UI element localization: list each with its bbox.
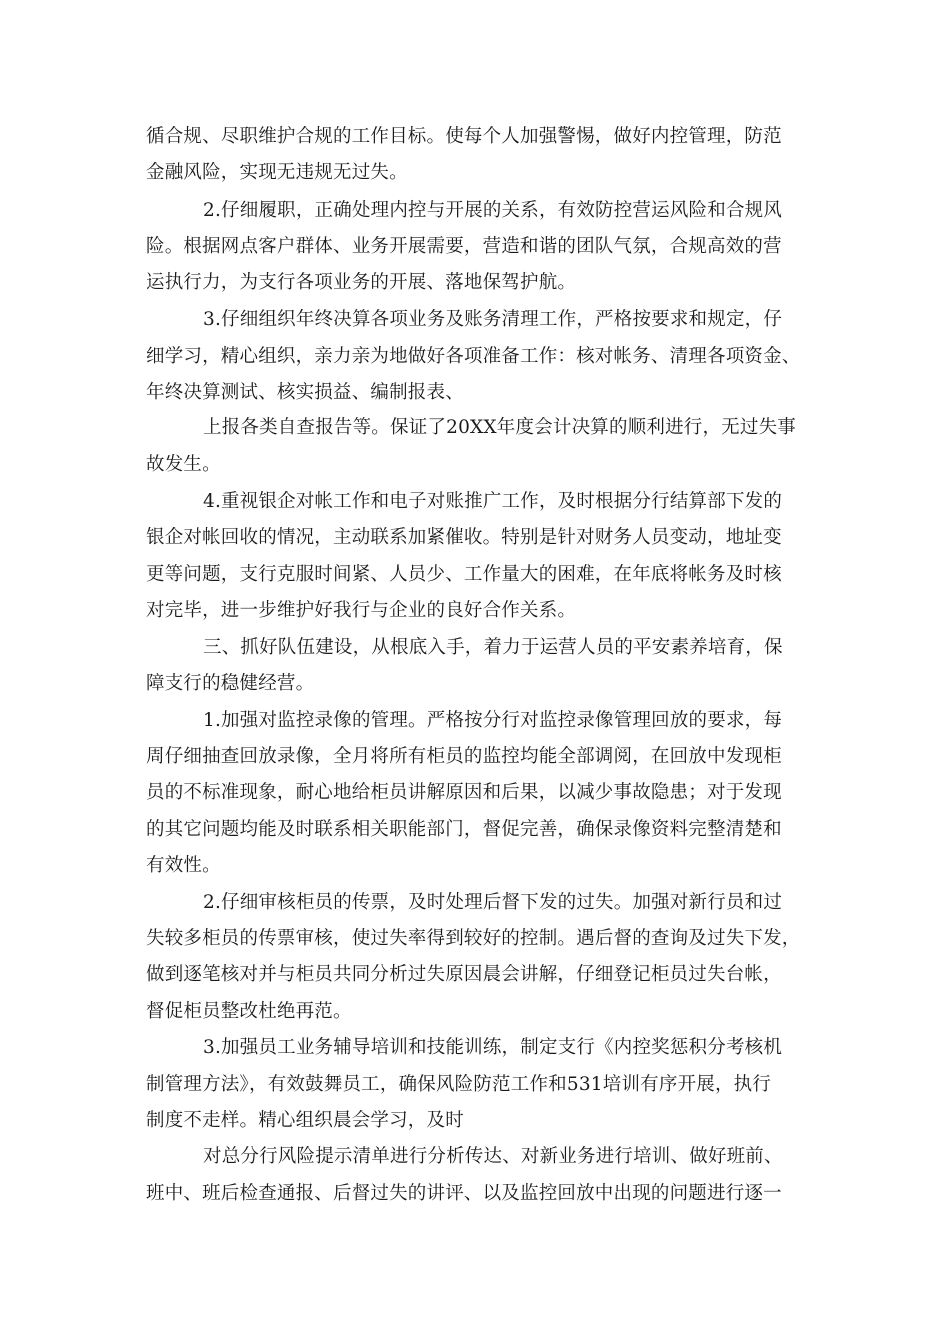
text-line: 年终决算测试、核实损益、编制报表、 — [146, 382, 464, 403]
text-line: 银企对帐回收的情况，主动联系加紧催收。特别是针对财务人员变动，地址变 — [146, 527, 782, 548]
text-line: 故发生。 — [146, 454, 221, 475]
text-line: 对完毕，进一步维护好我行与企业的良好合作关系。 — [146, 600, 577, 621]
text-line: 做到逐笔核对并与柜员共同分析过失原因晨会讲解，仔细登记柜员过失台帐， — [146, 964, 782, 985]
text-line: 制度不走样。精心组织晨会学习，及时 — [146, 1110, 464, 1131]
text-line: 3.加强员工业务辅导培训和技能训练，制定支行《内控奖惩积分考核机 — [203, 1037, 783, 1058]
text-line: 险。根据网点客户群体、业务开展需要，营造和谐的团队气氛，合规高效的营 — [146, 236, 782, 257]
text-line: 更等问题，支行克服时间紧、人员少、工作量大的困难，在年底将帐务及时核 — [146, 564, 782, 585]
text-line: 三、抓好队伍建设，从根底入手，着力于运营人员的平安素养培育，保 — [203, 637, 783, 658]
text-line: 班中、班后检查通报、后督过失的讲评、以及监控回放中出现的问题进行逐一 — [146, 1183, 782, 1204]
text-line: 细学习，精心组织，亲力亲为地做好各项准备工作：核对帐务、清理各项资金、 — [146, 346, 801, 367]
text-line: 有效性。 — [146, 855, 221, 876]
text-line: 对总分行风险提示清单进行分析传达、对新业务进行培训、做好班前、 — [203, 1146, 783, 1167]
text-line: 员的不标准现象，耐心地给柜员讲解原因和后果，以减少事故隐患；对于发现 — [146, 782, 782, 803]
text-line: 上报各类自查报告等。保证了20XX年度会计决算的顺利进行，无过失事 — [203, 417, 796, 438]
text-line: 运执行力，为支行各项业务的开展、落地保驾护航。 — [146, 272, 577, 293]
text-line: 障支行的稳健经营。 — [146, 673, 315, 694]
text-line: 1.加强对监控录像的管理。严格按分行对监控录像管理回放的要求，每 — [203, 710, 783, 731]
text-line: 制管理方法》，有效鼓舞员工，确保风险防范工作和531培训有序开展，执行 — [146, 1074, 772, 1095]
text-line: 2.仔细审核柜员的传票，及时处理后督下发的过失。加强对新行员和过 — [203, 892, 783, 913]
text-line: 督促柜员整改杜绝再范。 — [146, 1001, 352, 1022]
text-line: 循合规、尽职维护合规的工作目标。使每个人加强警惕，做好内控管理，防范 — [146, 126, 782, 147]
text-line: 的其它问题均能及时联系相关职能部门，督促完善，确保录像资料完整清楚和 — [146, 819, 782, 840]
text-line: 3.仔细组织年终决算各项业务及账务清理工作，严格按要求和规定，仔 — [203, 309, 783, 330]
text-line: 金融风险，实现无违规无过失。 — [146, 162, 408, 183]
text-line: 失较多柜员的传票审核，使过失率得到较好的控制。遇后督的查询及过失下发， — [146, 928, 801, 949]
text-line: 4.重视银企对帐工作和电子对账推广工作，及时根据分行结算部下发的 — [203, 491, 783, 512]
text-line: 周仔细抽查回放录像，全月将所有柜员的监控均能全部调阅，在回放中发现柜 — [146, 746, 782, 767]
text-line: 2.仔细履职，正确处理内控与开展的关系，有效防控营运风险和合规风 — [203, 200, 783, 221]
